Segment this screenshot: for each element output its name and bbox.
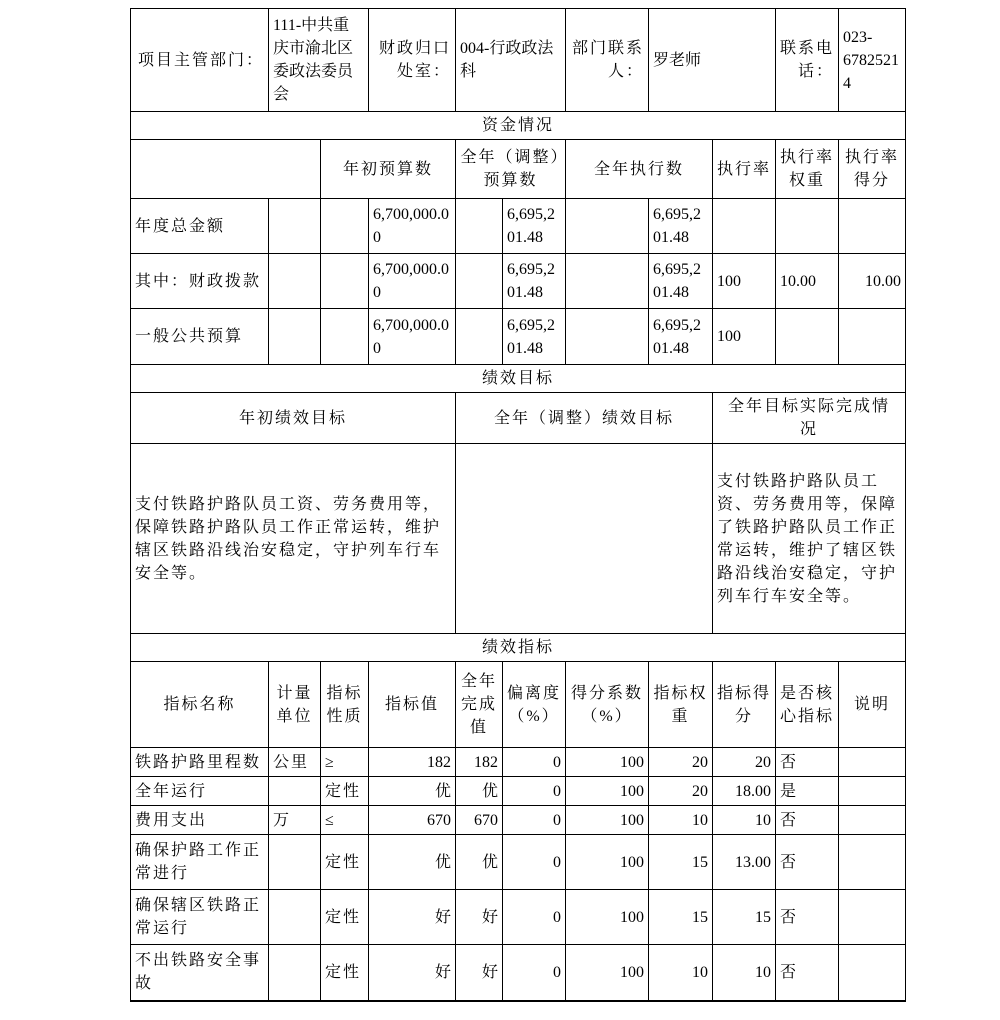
- indicator-header-nature: 指标性质: [321, 662, 369, 748]
- empty-cell: [321, 254, 369, 309]
- indicator-note: [839, 777, 906, 806]
- indicator-completed-value: 好: [456, 945, 503, 1001]
- person-label: 部门联系人：: [566, 9, 649, 112]
- indicator-coefficient: 100: [566, 890, 649, 945]
- funding-header-row: [131, 140, 906, 199]
- funding-row-fiscal: [131, 254, 906, 309]
- indicator-core: 否: [776, 835, 839, 890]
- office-label: 财政归口处室：: [369, 9, 456, 112]
- goals-section-title: 绩效目标: [131, 365, 906, 393]
- funding-row-label: 一般公共预算: [131, 309, 269, 365]
- phone-label: 联系电话：: [776, 9, 839, 112]
- indicator-coefficient: 100: [566, 748, 649, 777]
- indicator-nature: 定性: [321, 890, 369, 945]
- indicator-completed-value: 优: [456, 835, 503, 890]
- empty-cell: [269, 199, 321, 254]
- indicator-row: [131, 890, 906, 945]
- indicator-score: 10: [713, 806, 776, 835]
- indicator-nature: ≤: [321, 806, 369, 835]
- funding-rate-weight: 10.00: [776, 254, 839, 309]
- indicator-nature: ≥: [321, 748, 369, 777]
- indicator-completed-value: 优: [456, 777, 503, 806]
- indicator-weight: 20: [649, 748, 713, 777]
- dept-label: 项目主管部门：: [131, 9, 269, 112]
- indicator-unit: [269, 835, 321, 890]
- empty-cell: [321, 309, 369, 365]
- goals-body-row: [131, 444, 906, 634]
- indicator-row: [131, 835, 906, 890]
- indicator-deviation: 0: [503, 777, 566, 806]
- indicator-note: [839, 835, 906, 890]
- funding-executed: 6,695,201.48: [649, 199, 713, 254]
- funding-adjusted-budget: 6,695,201.48: [503, 199, 566, 254]
- indicator-core: 否: [776, 945, 839, 1001]
- goals-header-adjusted: 全年（调整）绩效目标: [456, 393, 713, 444]
- funding-rate-weight: [776, 199, 839, 254]
- goals-header-initial: 年初绩效目标: [131, 393, 456, 444]
- goals-initial-text: 支付铁路护路队员工资、劳务费用等，保障铁路护路队员工作正常运转，维护辖区铁路沿线治安稳定，守护列车行车安全等。: [131, 444, 456, 634]
- indicator-core: 否: [776, 806, 839, 835]
- indicator-target-value: 182: [369, 748, 456, 777]
- funding-executed: 6,695,201.48: [649, 309, 713, 365]
- indicator-deviation: 0: [503, 945, 566, 1001]
- indicator-weight: 10: [649, 945, 713, 1001]
- empty-cell: [566, 254, 649, 309]
- indicator-row: [131, 945, 906, 1001]
- goals-actual-text: 支付铁路护路队员工资、劳务费用等，保障了铁路护路队员工作正常运转，维护了辖区铁路沿线治安稳定，守护列车行车安全等。: [713, 444, 906, 634]
- person-value: 罗老师: [649, 9, 776, 112]
- funding-row-public-budget: [131, 309, 906, 365]
- performance-report-table: [130, 8, 906, 1002]
- empty-cell: [456, 309, 503, 365]
- indicator-coefficient: 100: [566, 835, 649, 890]
- indicator-deviation: 0: [503, 890, 566, 945]
- indicator-score: 18.00: [713, 777, 776, 806]
- indicator-name: 确保辖区铁路正常运行: [131, 890, 269, 945]
- indicator-name: 全年运行: [131, 777, 269, 806]
- empty-cell: [566, 199, 649, 254]
- indicator-header-core: 是否核心指标: [776, 662, 839, 748]
- indicator-target-value: 优: [369, 777, 456, 806]
- indicator-unit: [269, 945, 321, 1001]
- empty-cell: [566, 309, 649, 365]
- funding-adjusted-budget: 6,695,201.48: [503, 309, 566, 365]
- empty-cell: [456, 199, 503, 254]
- dept-value: 111-中共重庆市渝北区委政法委员会: [269, 9, 369, 112]
- indicator-row: [131, 806, 906, 835]
- indicator-nature: 定性: [321, 777, 369, 806]
- indicator-deviation: 0: [503, 748, 566, 777]
- indicators-section-title: 绩效指标: [131, 634, 906, 662]
- funding-exec-rate: 100: [713, 309, 776, 365]
- indicator-core: 否: [776, 890, 839, 945]
- indicator-target-value: 670: [369, 806, 456, 835]
- indicator-header-score: 指标得分: [713, 662, 776, 748]
- indicator-score: 15: [713, 890, 776, 945]
- indicator-name: 铁路护路里程数: [131, 748, 269, 777]
- indicator-weight: 15: [649, 890, 713, 945]
- indicator-row: [131, 748, 906, 777]
- indicator-target-value: 好: [369, 890, 456, 945]
- funding-header-empty: [131, 140, 321, 199]
- funding-initial-budget: 6,700,000.00: [369, 254, 456, 309]
- funding-header-adjusted-budget: 全年（调整）预算数: [456, 140, 566, 199]
- funding-header-exec-rate: 执行率: [713, 140, 776, 199]
- indicator-score: 13.00: [713, 835, 776, 890]
- indicator-coefficient: 100: [566, 945, 649, 1001]
- funding-row-label: 年度总金额: [131, 199, 269, 254]
- funding-exec-rate: [713, 199, 776, 254]
- indicator-target-value: 好: [369, 945, 456, 1001]
- indicator-completed-value: 182: [456, 748, 503, 777]
- indicator-deviation: 0: [503, 806, 566, 835]
- empty-cell: [269, 254, 321, 309]
- goals-section-row: [131, 365, 906, 393]
- goals-header-row: [131, 393, 906, 444]
- phone-value: 023-67825214: [839, 9, 906, 112]
- goals-adjusted-text: [456, 444, 713, 634]
- empty-cell: [321, 199, 369, 254]
- funding-exec-rate: 100: [713, 254, 776, 309]
- indicator-header-coefficient: 得分系数（%）: [566, 662, 649, 748]
- indicator-unit: 公里: [269, 748, 321, 777]
- funding-rate-score: 10.00: [839, 254, 906, 309]
- indicator-note: [839, 890, 906, 945]
- indicator-unit: 万: [269, 806, 321, 835]
- funding-section-title: 资金情况: [131, 112, 906, 140]
- indicator-deviation: 0: [503, 835, 566, 890]
- indicator-target-value: 优: [369, 835, 456, 890]
- indicator-nature: 定性: [321, 945, 369, 1001]
- indicator-header-name: 指标名称: [131, 662, 269, 748]
- indicator-name: 不出铁路安全事故: [131, 945, 269, 1001]
- office-value: 004-行政政法科: [456, 9, 566, 112]
- indicator-nature: 定性: [321, 835, 369, 890]
- indicator-weight: 10: [649, 806, 713, 835]
- funding-header-executed: 全年执行数: [566, 140, 713, 199]
- contact-row: [131, 9, 906, 112]
- funding-section-row: [131, 112, 906, 140]
- indicator-coefficient: 100: [566, 806, 649, 835]
- funding-adjusted-budget: 6,695,201.48: [503, 254, 566, 309]
- funding-rate-score: [839, 309, 906, 365]
- indicator-core: 否: [776, 748, 839, 777]
- indicator-coefficient: 100: [566, 777, 649, 806]
- empty-cell: [269, 309, 321, 365]
- indicator-score: 20: [713, 748, 776, 777]
- indicator-unit: [269, 890, 321, 945]
- indicator-note: [839, 945, 906, 1001]
- indicator-row: [131, 777, 906, 806]
- indicator-unit: [269, 777, 321, 806]
- indicator-score: 10: [713, 945, 776, 1001]
- report-page: [130, 8, 906, 1002]
- indicator-header-note: 说明: [839, 662, 906, 748]
- indicators-section-row: [131, 634, 906, 662]
- funding-initial-budget: 6,700,000.00: [369, 309, 456, 365]
- indicator-completed-value: 好: [456, 890, 503, 945]
- funding-rate-score: [839, 199, 906, 254]
- goals-header-actual: 全年目标实际完成情况: [713, 393, 906, 444]
- indicator-header-completed-value: 全年完成值: [456, 662, 503, 748]
- funding-header-rate-score: 执行率得分: [839, 140, 906, 199]
- indicator-name: 费用支出: [131, 806, 269, 835]
- indicator-header-target-value: 指标值: [369, 662, 456, 748]
- funding-executed: 6,695,201.48: [649, 254, 713, 309]
- empty-cell: [456, 254, 503, 309]
- indicator-header-weight: 指标权重: [649, 662, 713, 748]
- indicator-note: [839, 748, 906, 777]
- funding-row-total: [131, 199, 906, 254]
- indicator-header-unit: 计量单位: [269, 662, 321, 748]
- indicator-name: 确保护路工作正常进行: [131, 835, 269, 890]
- funding-initial-budget: 6,700,000.00: [369, 199, 456, 254]
- funding-row-label: 其中：财政拨款: [131, 254, 269, 309]
- funding-header-initial-budget: 年初预算数: [321, 140, 456, 199]
- indicator-weight: 15: [649, 835, 713, 890]
- indicator-note: [839, 806, 906, 835]
- indicator-header-deviation: 偏离度（%）: [503, 662, 566, 748]
- indicator-weight: 20: [649, 777, 713, 806]
- indicator-core: 是: [776, 777, 839, 806]
- funding-rate-weight: [776, 309, 839, 365]
- indicator-completed-value: 670: [456, 806, 503, 835]
- funding-header-rate-weight: 执行率权重: [776, 140, 839, 199]
- indicators-header-row: [131, 662, 906, 748]
